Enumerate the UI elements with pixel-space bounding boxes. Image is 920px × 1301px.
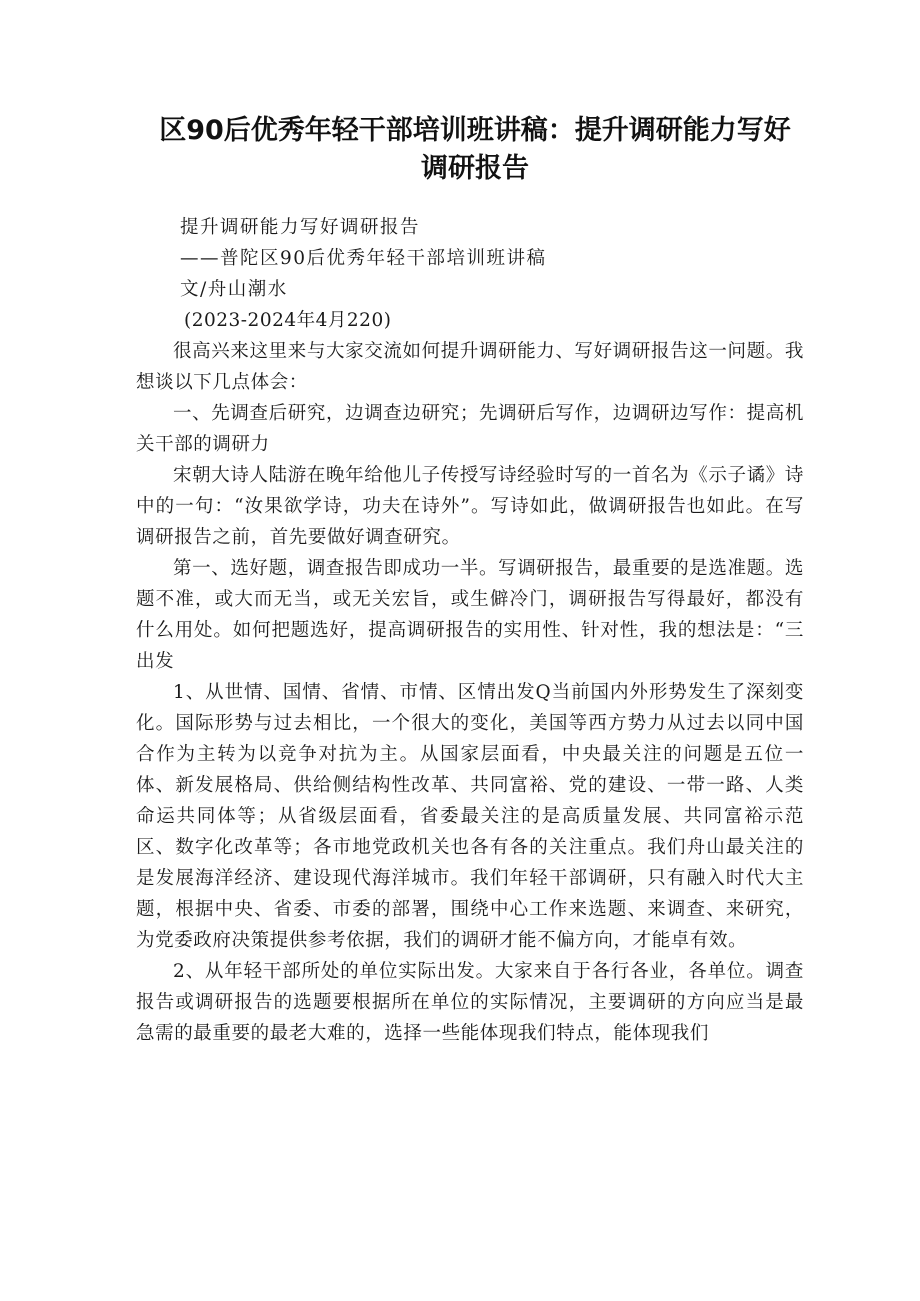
date-line: (2023-2024年4月220) — [184, 310, 392, 331]
subtitle-line: ——普陀区90后优秀年轻干部培训班讲稿 — [180, 248, 547, 269]
subtitle-line: 提升调研能力写好调研报告 — [180, 217, 421, 238]
author-line: 文/舟山潮水 — [180, 279, 288, 300]
paragraph: 2、从年轻干部所处的单位实际出发。大家来自于各行各业，各单位。调查报告或调研报告的选题要根据所在单位的实际情况，主要调研的方向应当是最急需的最重要的最老大难的，选择一些能体现我们特点，能体现我们 — [136, 961, 804, 1044]
document-body — [136, 212, 804, 1049]
section-heading: 一、先调查后研究，边调查边研究；先调研后写作，边调研边写作：提高机关干部的调研力 — [136, 403, 804, 455]
paragraph: 宋朝大诗人陆游在晚年给他儿子传授写诗经验时写的一首名为《示子谲》诗中的一句：“汝果欲学诗，功夫在诗外”。写诗如此，做调研报告也如此。在写调研报告之前，首先要做好调查研究。 — [136, 465, 804, 548]
document-title: 区90后优秀年轻干部培训班讲稿：提升调研能力写好调研报告 — [159, 115, 791, 184]
paragraph: 第一、选好题，调查报告即成功一半。写调研报告，最重要的是选准题。选题不准，或大而无当，或无关宏旨，或生僻冷门，调研报告写得最好，都没有什么用处。如何把题选好，提高调研报告的实用性、针对性，我的想法是：“三出发 — [136, 558, 804, 672]
paragraph: 很高兴来这里来与大家交流如何提升调研能力、写好调研报告这一问题。我想谈以下几点体会： — [136, 341, 804, 393]
paragraph: 1、从世情、国情、省情、市情、区情出发Q当前国内外形势发生了深刻变化。国际形势与过去相比，一个很大的变化，美国等西方势力从过去以同中国合作为主转为以竞争对抗为主。从国家层面看，中央最关注的问题是五位一体、新发展格局、供给侧结构性改革、共同富裕、党的建设、一带一路、人类命运共同体等；从省级层面看，省委最关注的是高质量发展、共同富裕示范区、数字化改革等；各市地党政机关也各有各的关注重点。我们舟山最关注的是发展海洋经济、建设现代海洋城市。我们年轻干部调研，只有融入时代大主题，根据中央、省委、市委的部署，围绕中心工作来选题、来调查、来研究，为党委政府决策提供参考依据，我们的调研才能不偏方向，才能卓有效。 — [136, 682, 804, 951]
